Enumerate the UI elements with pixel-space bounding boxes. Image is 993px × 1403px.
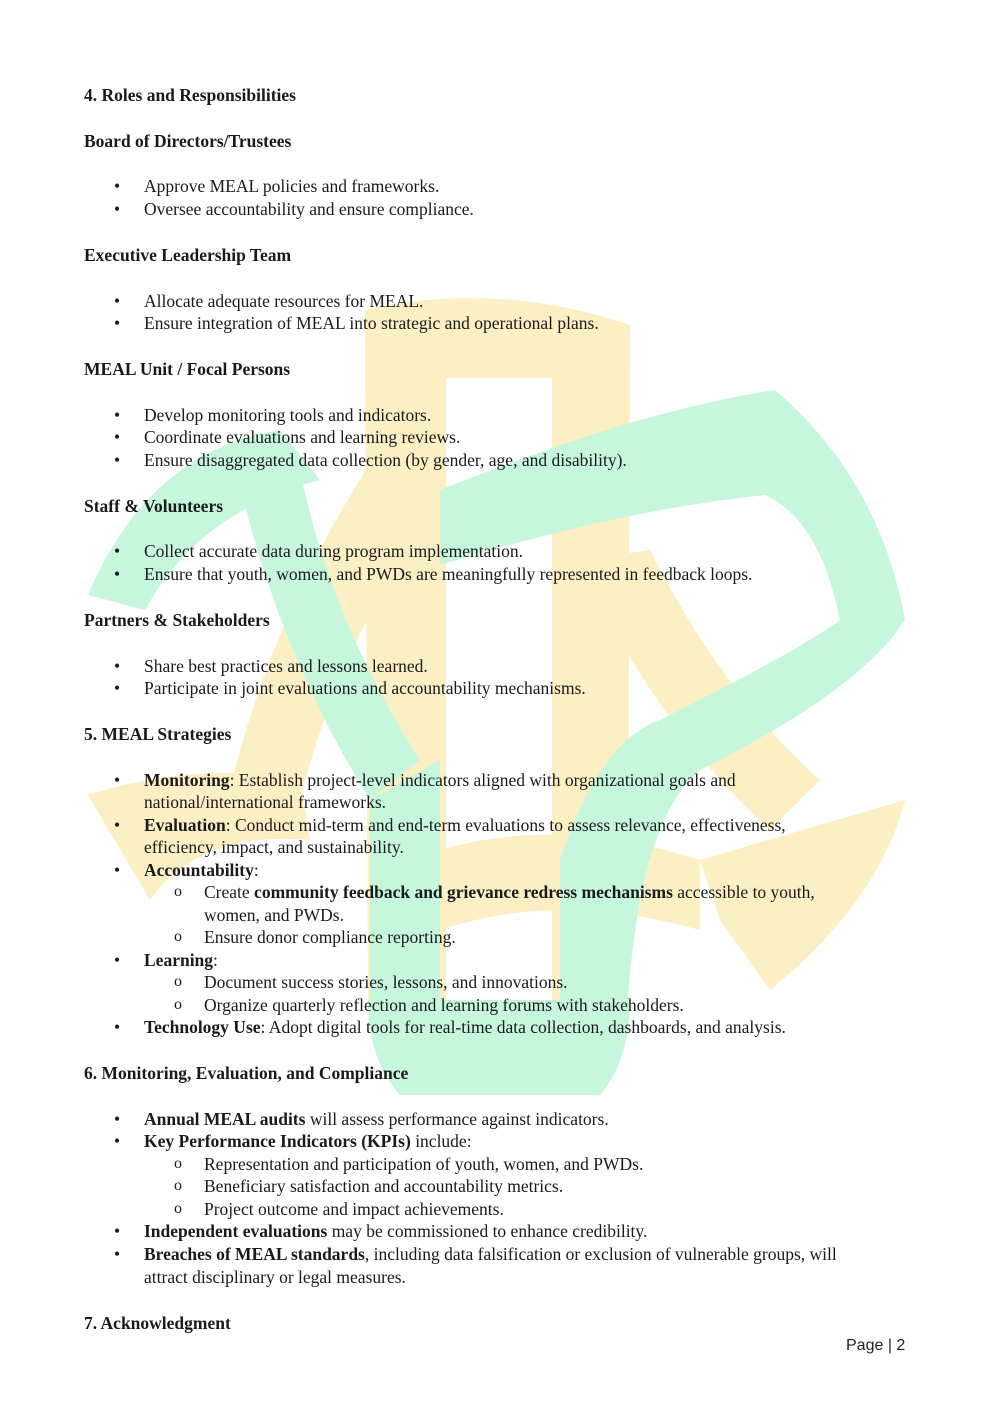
bullet-icon: • xyxy=(114,770,121,790)
list-item: Coordinate evaluations and learning reviews. xyxy=(144,427,461,447)
bullet-icon: • xyxy=(114,1221,121,1241)
sub-bullet-icon: o xyxy=(174,996,182,1013)
list-item: Independent evaluations may be commissioned to enhance credibility. xyxy=(144,1221,648,1241)
list-item-continuation: efficiency, impact, and sustainability. xyxy=(144,837,404,857)
bullet-icon: • xyxy=(114,427,121,447)
list-item: Annual MEAL audits will assess performance against indicators. xyxy=(144,1109,609,1129)
list-item: Oversee accountability and ensure compliance. xyxy=(144,199,474,219)
list-item: Key Performance Indicators (KPIs) include: xyxy=(144,1131,472,1151)
page-number: Page | 2 xyxy=(846,1337,906,1354)
bullet-icon: • xyxy=(114,1244,121,1264)
list-item: Allocate adequate resources for MEAL. xyxy=(144,291,424,311)
sub-bullet-icon: o xyxy=(174,973,182,990)
list-item: Ensure integration of MEAL into strategic and operational plans. xyxy=(144,313,599,333)
list-item-continuation: attract disciplinary or legal measures. xyxy=(144,1267,406,1287)
bullet-icon: • xyxy=(114,1131,121,1151)
sub-bullet-icon: o xyxy=(174,1155,182,1172)
list-item: Share best practices and lessons learned. xyxy=(144,656,428,676)
sub-bullet-icon: o xyxy=(174,1177,182,1194)
list-item: Evaluation: Conduct mid-term and end-term evaluations to assess relevance, effectiveness, xyxy=(144,815,786,835)
sub-list-item: Organize quarterly reflection and learning forums with stakeholders. xyxy=(204,995,684,1015)
list-item: Learning: xyxy=(144,950,218,970)
sub-list-item: Representation and participation of youth, women, and PWDs. xyxy=(204,1154,644,1174)
sub-list-item-continuation: women, and PWDs. xyxy=(204,905,344,925)
bullet-icon: • xyxy=(114,199,121,219)
list-item: Collect accurate data during program implementation. xyxy=(144,541,524,561)
bullet-icon: • xyxy=(114,450,121,470)
list-item: Participate in joint evaluations and accountability mechanisms. xyxy=(144,678,586,698)
subheading-partners: Partners & Stakeholders xyxy=(84,610,270,630)
bullet-icon: • xyxy=(114,656,121,676)
bullet-icon: • xyxy=(114,564,121,584)
sub-list-item: Create community feedback and grievance redress mechanisms accessible to youth, xyxy=(204,882,815,902)
sub-bullet-icon: o xyxy=(174,1200,182,1217)
section-heading-strategies: 5. MEAL Strategies xyxy=(84,724,232,744)
list-item: Approve MEAL policies and frameworks. xyxy=(144,176,440,196)
sub-bullet-icon: o xyxy=(174,883,182,900)
bullet-icon: • xyxy=(114,1109,121,1129)
list-item: Breaches of MEAL standards, including data falsification or exclusion of vulnerable groups, will xyxy=(144,1244,837,1264)
list-item-continuation: national/international frameworks. xyxy=(144,792,387,812)
list-item: Technology Use: Adopt digital tools for real-time data collection, dashboards, and analysis. xyxy=(144,1017,786,1037)
bullet-icon: • xyxy=(114,176,121,196)
bullet-icon: • xyxy=(114,405,121,425)
sub-list-item: Ensure donor compliance reporting. xyxy=(204,927,456,947)
sub-list-item: Beneficiary satisfaction and accountability metrics. xyxy=(204,1176,564,1196)
bullet-icon: • xyxy=(114,541,121,561)
sub-list-item: Document success stories, lessons, and innovations. xyxy=(204,972,568,992)
bullet-icon: • xyxy=(114,313,121,333)
bullet-icon: • xyxy=(114,678,121,698)
subheading-meal-unit: MEAL Unit / Focal Persons xyxy=(84,359,291,379)
bullet-icon: • xyxy=(114,860,121,880)
subheading-board: Board of Directors/Trustees xyxy=(84,131,292,151)
list-item: Ensure that youth, women, and PWDs are meaningfully represented in feedback loops. xyxy=(144,564,753,584)
bullet-icon: • xyxy=(114,291,121,311)
list-item: Monitoring: Establish project-level indicators aligned with organizational goals and xyxy=(144,770,736,790)
section-heading-compliance: 6. Monitoring, Evaluation, and Compliance xyxy=(84,1063,409,1083)
list-item: Develop monitoring tools and indicators. xyxy=(144,405,432,425)
section-heading-acknowledgment: 7. Acknowledgment xyxy=(84,1313,231,1333)
sub-bullet-icon: o xyxy=(174,928,182,945)
sub-list-item: Project outcome and impact achievements. xyxy=(204,1199,504,1219)
section-heading-roles: 4. Roles and Responsibilities xyxy=(84,85,296,105)
list-item: Accountability: xyxy=(144,860,259,880)
subheading-staff: Staff & Volunteers xyxy=(84,496,224,516)
list-item: Ensure disaggregated data collection (by gender, age, and disability). xyxy=(144,450,627,470)
bullet-icon: • xyxy=(114,815,121,835)
bullet-icon: • xyxy=(114,1017,121,1037)
subheading-executive: Executive Leadership Team xyxy=(84,245,292,265)
bullet-icon: • xyxy=(114,950,121,970)
